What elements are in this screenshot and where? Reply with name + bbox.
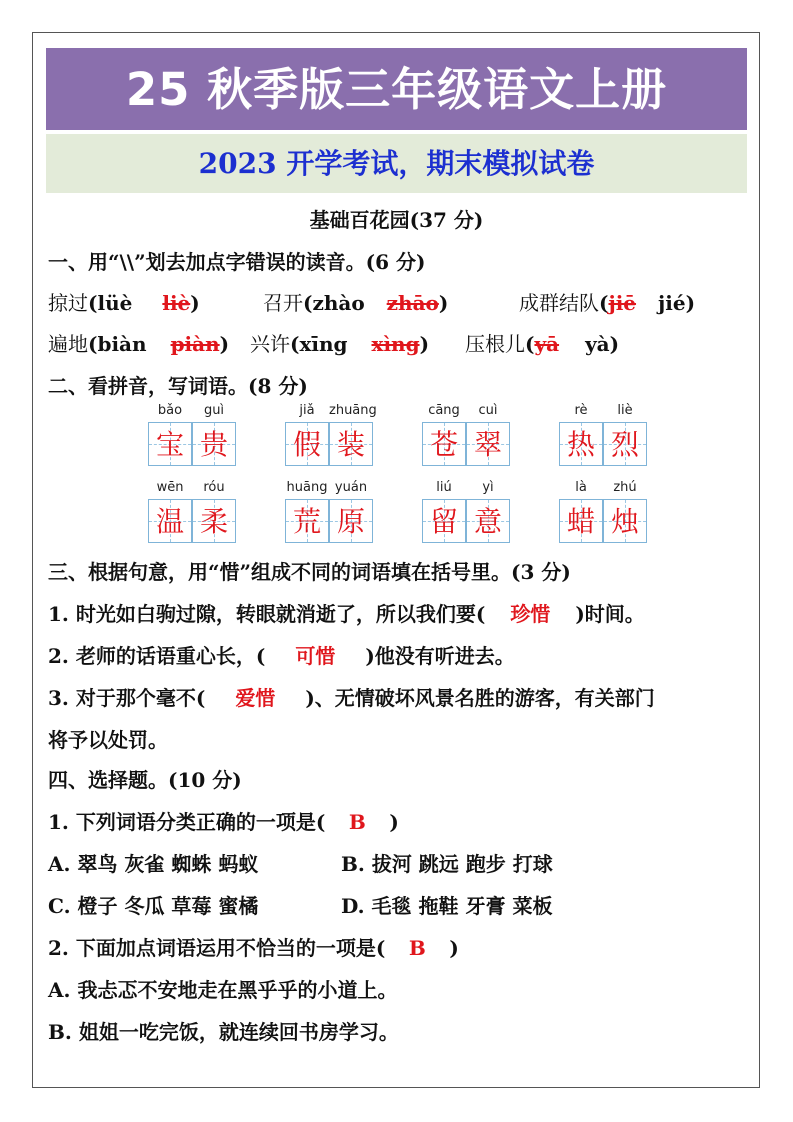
q3-answer-2: 可惜 [295,644,336,668]
q4-q2-option-a: A. 我忐忑不安地走在黑乎乎的小道上。 [48,978,398,1002]
writing-cell [422,499,466,543]
pinyin-label: wēn [156,480,184,495]
q2-heading: 二、看拼音，写词语。(8 分) [48,374,308,398]
writing-cell-char: 热 [566,428,595,461]
q1-item-5: 兴许(xīng xìng) [250,332,430,356]
writing-cell [603,499,647,543]
writing-cell-char: 荒 [292,505,321,538]
writing-cell-char: 意 [473,505,502,538]
q1-item-2: 召开(zhào zhāo) [263,291,449,315]
page-title: 25 秋季版三年级语文上册 [46,48,747,130]
pinyin-label: zhú [613,480,637,495]
pinyin-label: cuì [478,403,498,418]
writing-cell-char: 假 [292,428,321,461]
writing-cell [466,422,510,466]
q4-option-a: A. 翠鸟 灰雀 蜘蛛 蚂蚁 [48,852,259,876]
q4-question-1: 1. 下列词语分类正确的一项是( B ) [48,810,399,834]
page-subtitle: 2023 开学考试，期末模拟试卷 [46,134,747,193]
q1-heading: 一、用“\\”划去加点字错误的读音。(6 分) [48,250,426,274]
writing-cell [466,499,510,543]
writing-cell [192,499,236,543]
pinyin-label: zhuāng [329,403,377,418]
writing-cell [422,422,466,466]
q4-option-c: C. 橙子 冬瓜 草莓 蜜橘 [48,894,259,918]
writing-cell [285,499,329,543]
pinyin-label: rè [574,403,588,418]
section-title: 基础百花园(37 分) [309,208,484,232]
pinyin-label: cāng [428,403,460,418]
q4-q2-option-b: B. 姐姐一吃完饭，就连续回书房学习。 [48,1020,399,1044]
q3-sentence-2: 2. 老师的话语重心长，( 可惜 )他没有听进去。 [48,640,515,669]
writing-cell-char: 原 [336,505,365,538]
pinyin-label: jiǎ [299,403,315,418]
writing-cell [329,422,373,466]
pinyin-label: róu [203,480,225,495]
writing-cell [192,422,236,466]
writing-cell-char: 烛 [610,505,639,538]
writing-cell-char: 蜡 [566,505,595,538]
pinyin-label: yì [482,480,494,495]
writing-cell-char: 苍 [429,428,458,461]
pinyin-label: bǎo [157,403,183,418]
writing-cell [559,499,603,543]
writing-cell-char: 柔 [199,505,228,538]
q3-sentence-3-line2: 将予以处罚。 [48,728,168,752]
writing-cell-char: 装 [336,428,365,461]
q3-sentence-1: 1. 时光如白驹过隙，转眼就消逝了，所以我们要( 珍惜 )时间。 [48,598,645,627]
writing-cell [603,422,647,466]
q1-item-1: 掠过(lüè liè) [48,291,200,315]
pinyin-label: là [575,480,587,495]
q4-option-b: B. 拔河 跳远 跑步 打球 [341,852,553,876]
q4-option-d: D. 毛毯 拖鞋 牙膏 菜板 [341,894,553,918]
pinyin-label: liè [617,403,633,418]
writing-cell [285,422,329,466]
writing-cell [148,422,192,466]
q1-item-6: 压根儿(yā yà) [465,332,620,356]
writing-cell-char: 留 [429,505,458,538]
q4-heading: 四、选择题。(10 分) [48,768,242,792]
q1-item-4: 遍地(biàn piàn) [48,332,230,356]
q1-item-3: 成群结队(jiē jié) [519,291,696,315]
writing-cell-char: 翠 [473,428,502,461]
q3-answer-3: 爱惜 [235,686,276,710]
writing-cell-char: 宝 [155,428,184,461]
pinyin-label: liú [436,480,452,495]
q3-heading: 三、根据句意，用“惜”组成不同的词语填在括号里。(3 分) [48,560,571,584]
q3-sentence-3: 3. 对于那个毫不( 爱惜 )、无情破坏风景名胜的游客，有关部门 [48,682,655,711]
writing-cell [559,422,603,466]
q3-answer-1: 珍惜 [510,602,551,626]
writing-cell-char: 烈 [610,428,639,461]
q4-answer-1: B [348,810,366,834]
q4-answer-2: B [408,936,426,960]
writing-cell [148,499,192,543]
pinyin-label: huāng [286,480,328,495]
writing-cell-char: 贵 [199,428,228,461]
pinyin-label: guì [203,403,225,418]
pinyin-label: yuán [334,480,368,495]
writing-cell [329,499,373,543]
q4-question-2: 2. 下面加点词语运用不恰当的一项是( B ) [48,936,459,960]
writing-cell-char: 温 [155,505,184,538]
